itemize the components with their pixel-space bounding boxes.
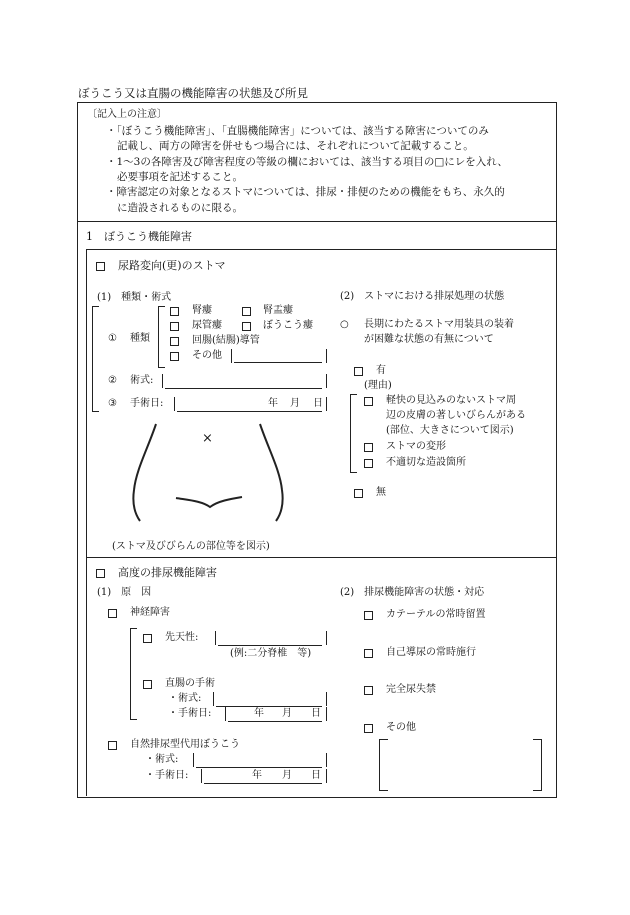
incontinence-checkbox[interactable]: [364, 686, 373, 695]
notes-line-6: に造設されるものに限る。: [117, 202, 243, 214]
type-number: ①: [108, 333, 117, 344]
reason-3: 不適切な造設箇所: [386, 457, 466, 468]
rectal-surgery-checkbox[interactable]: [143, 680, 152, 689]
notes-line-3: ・1〜3の各障害及び障害程度の等級の欄においては、該当する項目の□にレを入れ、: [106, 156, 508, 168]
stoma-box-top: [86, 249, 557, 250]
reason-2: ストマの変形: [386, 441, 446, 452]
neuro-bracket: [130, 628, 137, 720]
stoma-left-heading: (1) 種類・術式: [97, 292, 172, 303]
other-checkbox[interactable]: [364, 724, 373, 733]
type-checkbox-3[interactable]: [170, 322, 179, 331]
rectal-method-label: ・術式:: [168, 693, 202, 704]
stoma-right-heading: (2) ストマにおける排尿処理の状態: [340, 291, 505, 302]
rectal-date-month: 月: [282, 708, 292, 719]
types-outer-bracket: [92, 306, 99, 412]
reason-checkbox-2[interactable]: [364, 443, 373, 452]
stoma-box-left: [86, 249, 87, 796]
type-checkbox-1[interactable]: [170, 307, 179, 316]
diagram-caption: (ストマ及びびらんの部位等を図示): [112, 541, 270, 552]
reason-1-line-3: (部位、大きさについて図示): [386, 425, 514, 436]
form-title: ぼうこう又は直腸の機能障害の状態及び所見: [78, 86, 308, 100]
divider-dysuria: [86, 557, 557, 558]
type-checkbox-2[interactable]: [242, 307, 251, 316]
date-year: 年: [268, 398, 278, 409]
method-label: 術式:: [130, 375, 154, 386]
other-bracket-right: [533, 739, 542, 791]
natural-bladder-label: 自然排尿型代用ぼうこう: [130, 739, 240, 750]
self-cath-label: 自己導尿の常時施行: [386, 647, 476, 658]
method-number: ②: [108, 375, 117, 386]
no-checkbox[interactable]: [354, 489, 363, 498]
dysuria-state-heading: (2) 排尿機能障害の状態・対応: [340, 587, 485, 598]
rectal-date-day: 日: [311, 708, 321, 719]
type-label: 種類: [130, 333, 150, 344]
reason-1-line-1: 軽快の見込みのないストマ周: [386, 395, 516, 406]
rectal-date-underline[interactable]: [228, 721, 322, 722]
question-mark: ○: [340, 319, 349, 330]
yes-checkbox[interactable]: [354, 367, 363, 376]
reason-bracket: [350, 394, 357, 473]
question-line-1: 長期にわたるストマ用装具の装着: [364, 319, 514, 330]
catheter-label: カテーテルの常時留置: [386, 609, 486, 620]
other-label: その他: [386, 722, 416, 733]
notes-line-1: ・「ぼうこう機能障害」、「直腸機能障害」については、該当する障害についてのみ: [106, 125, 489, 137]
congenital-label: 先天性:: [165, 632, 199, 643]
yes-label: 有: [376, 365, 386, 376]
method-bracket: [162, 374, 327, 388]
date-label: 手術日:: [130, 398, 164, 409]
notes-line-5: ・障害認定の対象となるストマについては、排尿・排便のための機能をもち、永久的: [106, 186, 505, 198]
cause-heading: (1) 原 因: [97, 587, 152, 598]
type-option-1: 腎瘻: [192, 305, 212, 316]
natural-date-year: 年: [252, 770, 262, 781]
natural-date-day: 日: [311, 770, 321, 781]
divider-notes: [77, 221, 557, 222]
date-day: 日: [313, 398, 323, 409]
date-bracket: [174, 397, 327, 411]
type-option-4: ぼうこう瘻: [263, 320, 313, 331]
type-checkbox-6[interactable]: [170, 352, 179, 361]
stoma-label: 尿路変向(更)のストマ: [118, 259, 226, 272]
neuro-label: 神経障害: [130, 607, 170, 618]
incontinence-label: 完全尿失禁: [386, 684, 436, 695]
dysuria-checkbox[interactable]: [96, 569, 105, 578]
natural-method-bracket: [193, 753, 327, 767]
rectal-method-bracket: [213, 692, 327, 706]
natural-date-bracket: [201, 769, 327, 783]
type-option-2: 腎盂瘻: [263, 305, 293, 316]
date-month: 月: [290, 398, 300, 409]
section1-heading: 1 ぼうこう機能障害: [86, 230, 192, 243]
dysuria-label: 高度の排尿機能障害: [118, 566, 217, 579]
other-bracket-left: [379, 739, 388, 791]
type-option-6: その他: [192, 350, 222, 361]
natural-date-month: 月: [282, 770, 292, 781]
rectal-date-label: ・手術日:: [168, 708, 212, 719]
natural-method-underline[interactable]: [196, 767, 322, 768]
natural-method-label: ・術式:: [145, 754, 179, 765]
catheter-checkbox[interactable]: [364, 611, 373, 620]
types-inner-bracket: [158, 306, 165, 368]
reason-label: (理由): [364, 380, 392, 391]
notes-line-2: 記載し、両方の障害を併せもつ場合には、それぞれについて記載すること。: [117, 140, 474, 152]
type-option-3: 尿管瘻: [192, 320, 222, 331]
natural-bladder-checkbox[interactable]: [108, 741, 117, 750]
type-other-bracket: [231, 349, 327, 363]
self-cath-checkbox[interactable]: [364, 649, 373, 658]
type-option-5: 回腸(結腸)導管: [192, 335, 260, 346]
congenital-bracket: [215, 631, 327, 645]
natural-date-underline[interactable]: [204, 783, 322, 784]
reason-checkbox-1[interactable]: [364, 397, 373, 406]
congenital-underline[interactable]: [218, 645, 322, 646]
question-line-2: が困難な状態の有無について: [364, 334, 494, 345]
natural-date-label: ・手術日:: [145, 770, 189, 781]
congenital-example: (例:二分脊椎 等): [230, 648, 312, 659]
notes-line-4: 必要事項を記述すること。: [117, 171, 243, 183]
date-number: ③: [108, 398, 117, 409]
congenital-checkbox[interactable]: [143, 634, 152, 643]
reason-checkbox-3[interactable]: [364, 459, 373, 468]
notes-header: 〔記入上の注意〕: [87, 109, 167, 120]
type-checkbox-4[interactable]: [242, 322, 251, 331]
neuro-checkbox[interactable]: [108, 609, 117, 618]
no-label: 無: [376, 487, 386, 498]
rectal-date-year: 年: [254, 708, 264, 719]
method-underline[interactable]: [165, 388, 322, 389]
stoma-checkbox[interactable]: [96, 262, 105, 271]
date-underline[interactable]: [177, 411, 322, 412]
reason-1-line-2: 辺の皮膚の著しいびらんがある: [386, 410, 526, 421]
type-other-underline: [234, 362, 322, 363]
stoma-mark: ×: [202, 431, 213, 446]
type-checkbox-5[interactable]: [170, 337, 179, 346]
rectal-surgery-label: 直腸の手術: [165, 678, 215, 689]
